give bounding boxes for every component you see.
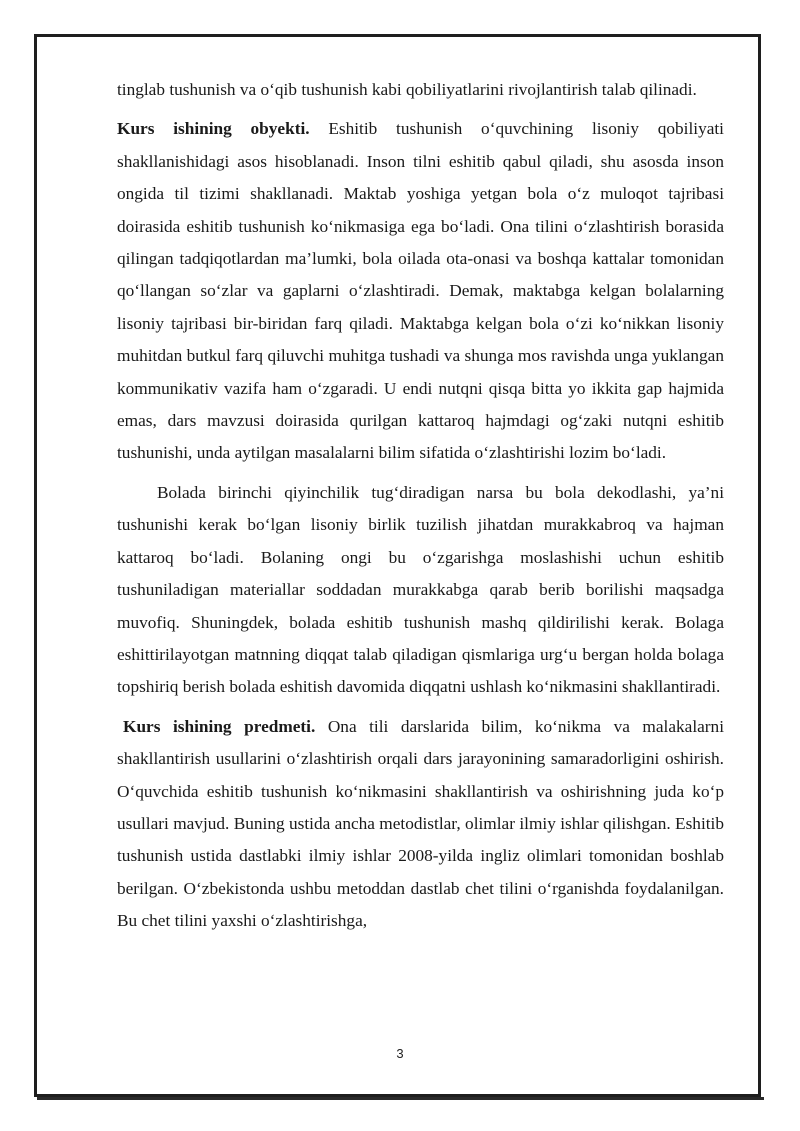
page-number: 3	[396, 1046, 404, 1061]
paragraph-continuation	[117, 74, 724, 106]
paragraph-course-object	[117, 113, 724, 469]
paragraph-difficulty	[117, 477, 724, 704]
paragraph-text: Bolada birinchi qiyinchilik tug‘diradigan narsa bu bola dekodlashi, ya’ni tushunishi kerak bo‘lgan lisoniy birlik tuzilish jihatdan murakkabroq va hajman kattaroq bo‘ladi. Bolaning ongi bu o‘zgarishga moslashishi uchun eshitib tushuniladigan materiallar soddadan murakkabga qarab berib borilishi maqsadga muvofiq. Shuningdek, bolada eshitib tushunish mashq qildirilishi kerak. Bolaga eshittirilayotgan matnning diqqat talab qiladigan qismlariga urg‘u bergan holda bolaga topshiriq berish bolada eshitish davomida diqqatni ushlash ko‘nikmasini shakllantiradi.	[117, 482, 724, 697]
paragraph-course-subject	[117, 711, 724, 938]
paragraph-text: Eshitib tushunish o‘quvchining lisoniy qobiliyati shakllanishidagi asos hisoblanadi. Inson tilni eshitib qabul qiladi, shu asosda inson ongida til tizimi shakllanadi. Maktab yoshiga yetgan bola o‘z muloqot tajribasi doirasida eshitib tushunish ko‘nikmasiga ega bo‘ladi. Ona tilini o‘zlashtirish borasida qilingan tadqiqotlardan ma’lumki, bola oilada ota-onasi va boshqa kattalar tomonidan qo‘llangan so‘zlar va gaplarni o‘zlashtiradi. Demak, maktabga kelgan bolalarning lisoniy tajribasi bir-biridan farq qiladi. Maktabga kelgan bola o‘zi ko‘nikkan lisoniy muhitdan butkul farq qiluvchi muhitga tushadi va shunga mos ravishda unga yuklangan kommunikativ vazifa ham o‘zgaradi. U endi nutqni qisqa bitta yo ikkita gap hajmida emas, dars mavzusi doirasida qurilgan kattaroq hajmdagi og‘zaki nutqni eshitib tushunishi, unda aytilgan masalalarni bilim sifatida o‘zlashtirishi lozim bo‘ladi.	[117, 119, 724, 463]
section-heading-object: Kurs ishining obyekti.	[117, 119, 310, 139]
section-heading-subject: Kurs ishining predmeti.	[123, 716, 316, 736]
page-border-shadow	[37, 1097, 764, 1100]
paragraph-text: Ona tili darslarida bilim, ko‘nikma va malakalarni shakllantirish usullarini o‘zlashtirish orqali dars jarayonining samaradorligini oshirish. O‘quvchida eshitib tushunish ko‘nikmasini shakllantirish va oshirishning juda ko‘p usullari mavjud. Buning ustida ancha metodistlar, olimlar ilmiy ishlar qilishgan. Eshitib tushunish ustida dastlabki ilmiy ishlar 2008-yilda ingliz olimlari tomonidan boshlab berilgan. O‘zbekistonda ushbu metoddan dastlab chet tilini o‘rganishda foydalanilgan. Bu chet tilini yaxshi o‘zlashtirishga,	[117, 716, 724, 931]
paragraph-text: tinglab tushunish va o‘qib tushunish kabi qobiliyatlarini rivojlantirish talab qilinadi.	[117, 80, 697, 99]
document-body	[117, 74, 724, 945]
